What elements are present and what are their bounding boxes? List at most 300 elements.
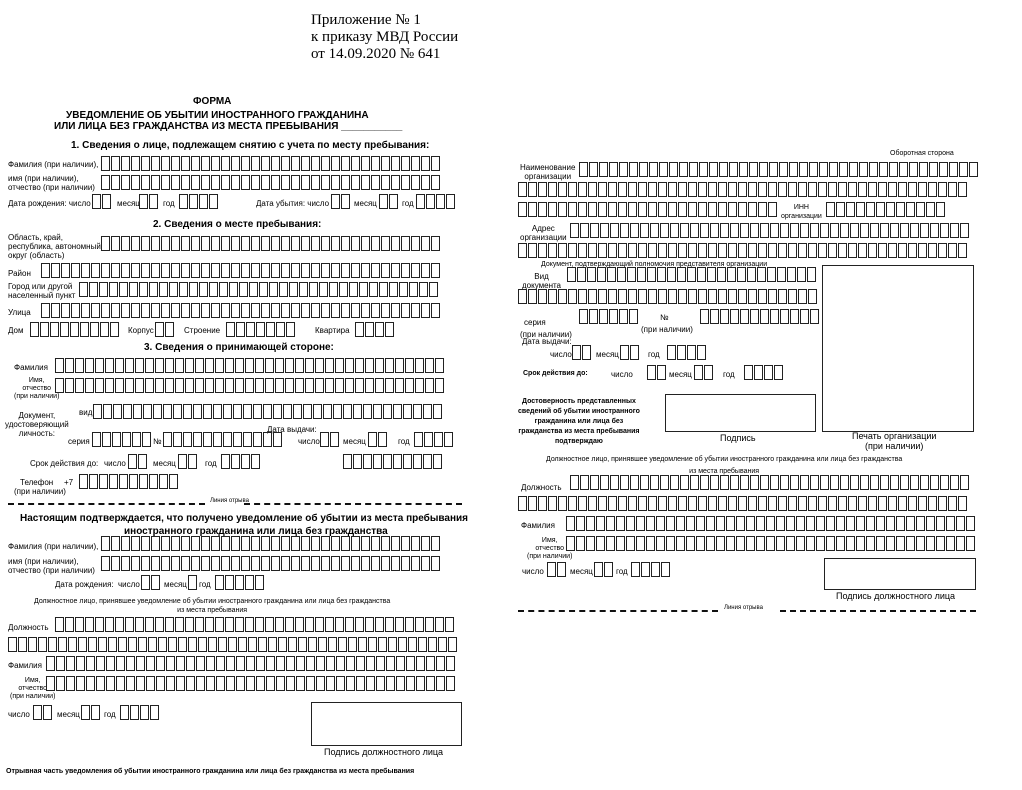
entry-cell[interactable] [528, 289, 537, 304]
entry-cell[interactable] [178, 637, 187, 652]
confirm-birth-year-cells[interactable] [215, 575, 264, 590]
entry-cell[interactable] [798, 243, 807, 258]
entry-cell[interactable] [208, 637, 217, 652]
entry-cell[interactable] [226, 322, 235, 337]
entry-cell[interactable] [610, 223, 619, 238]
entry-cell[interactable] [279, 282, 288, 297]
entry-cell[interactable] [241, 536, 250, 551]
entry-cell[interactable] [890, 223, 899, 238]
entry-cell[interactable] [201, 556, 210, 571]
entry-cell[interactable] [231, 236, 240, 251]
entry-cell[interactable] [79, 282, 88, 297]
entry-cell[interactable] [333, 404, 342, 419]
entry-cell[interactable] [351, 303, 360, 318]
entry-cell[interactable] [908, 496, 917, 511]
entry-cell[interactable] [899, 162, 908, 177]
entry-cell[interactable] [920, 475, 929, 490]
entry-cell[interactable] [768, 182, 777, 197]
host-validity-year-cells[interactable] [221, 454, 260, 469]
entry-cell[interactable] [191, 156, 200, 171]
entry-cell[interactable] [876, 202, 885, 217]
entry-cell[interactable] [698, 496, 707, 511]
entry-cell[interactable] [181, 303, 190, 318]
entry-cell[interactable] [383, 454, 392, 469]
entry-cell[interactable] [650, 475, 659, 490]
entry-cell[interactable] [281, 303, 290, 318]
entry-cell[interactable] [379, 194, 388, 209]
entry-cell[interactable] [518, 182, 527, 197]
entry-cell[interactable] [578, 182, 587, 197]
entry-cell[interactable] [896, 536, 905, 551]
entry-cell[interactable] [928, 496, 937, 511]
entry-cell[interactable] [301, 236, 310, 251]
entry-cell[interactable] [291, 536, 300, 551]
entry-cell[interactable] [886, 536, 895, 551]
host-surname-cells[interactable] [55, 358, 444, 373]
entry-cell[interactable] [371, 556, 380, 571]
entry-cell[interactable] [91, 303, 100, 318]
entry-cell[interactable] [518, 202, 527, 217]
entry-cell[interactable] [271, 156, 280, 171]
entry-cell[interactable] [51, 303, 60, 318]
entry-cell[interactable] [196, 676, 205, 691]
entry-cell[interactable] [316, 656, 325, 671]
entry-cell[interactable] [609, 162, 618, 177]
entry-cell[interactable] [306, 676, 315, 691]
entry-cell[interactable] [188, 454, 197, 469]
entry-cell[interactable] [640, 475, 649, 490]
entry-cell[interactable] [128, 637, 137, 652]
host-issue-year-cells[interactable] [414, 432, 453, 447]
entry-cell[interactable] [221, 536, 230, 551]
entry-cell[interactable] [414, 432, 423, 447]
entry-cell[interactable] [796, 536, 805, 551]
entry-cell[interactable] [102, 194, 111, 209]
entry-cell[interactable] [185, 617, 194, 632]
entry-cell[interactable] [136, 656, 145, 671]
entry-cell[interactable] [155, 358, 164, 373]
entry-cell[interactable] [647, 267, 656, 282]
entry-cell[interactable] [201, 263, 210, 278]
entry-cell[interactable] [579, 162, 588, 177]
entry-cell[interactable] [596, 536, 605, 551]
entry-cell[interactable] [320, 432, 329, 447]
entry-cell[interactable] [668, 496, 677, 511]
entry-cell[interactable] [856, 516, 865, 531]
host-validity-extra-cells[interactable] [343, 454, 442, 469]
entry-cell[interactable] [610, 475, 619, 490]
entry-cell[interactable] [130, 705, 139, 720]
entry-cell[interactable] [846, 516, 855, 531]
rev-official-signature-box[interactable] [824, 558, 976, 590]
entry-cell[interactable] [101, 156, 110, 171]
entry-cell[interactable] [728, 496, 737, 511]
entry-cell[interactable] [268, 637, 277, 652]
entry-cell[interactable] [411, 236, 420, 251]
entry-cell[interactable] [66, 676, 75, 691]
entry-cell[interactable] [435, 617, 444, 632]
entry-cell[interactable] [233, 404, 242, 419]
entry-cell[interactable] [221, 175, 230, 190]
entry-cell[interactable] [567, 267, 576, 282]
entry-cell[interactable] [316, 676, 325, 691]
entry-cell[interactable] [165, 322, 174, 337]
entry-cell[interactable] [698, 289, 707, 304]
entry-cell[interactable] [909, 162, 918, 177]
confirm-surname2-cells[interactable] [46, 656, 455, 671]
entry-cell[interactable] [93, 404, 102, 419]
entry-cell[interactable] [171, 236, 180, 251]
entry-cell[interactable] [694, 365, 703, 380]
entry-cell[interactable] [764, 365, 773, 380]
entry-cell[interactable] [261, 556, 270, 571]
entry-cell[interactable] [436, 656, 445, 671]
entry-cell[interactable] [251, 536, 260, 551]
entry-cell[interactable] [446, 676, 455, 691]
org-address-cells-1[interactable] [570, 223, 969, 238]
entry-cell[interactable] [51, 263, 60, 278]
entry-cell[interactable] [758, 182, 767, 197]
entry-cell[interactable] [102, 432, 111, 447]
birth-month-cells[interactable] [139, 194, 158, 209]
entry-cell[interactable] [389, 282, 398, 297]
entry-cell[interactable] [191, 536, 200, 551]
entry-cell[interactable] [239, 282, 248, 297]
entry-cell[interactable] [628, 243, 637, 258]
entry-cell[interactable] [558, 202, 567, 217]
entry-cell[interactable] [736, 536, 745, 551]
entry-cell[interactable] [56, 676, 65, 691]
entry-cell[interactable] [273, 432, 282, 447]
entry-cell[interactable] [245, 617, 254, 632]
entry-cell[interactable] [235, 617, 244, 632]
entry-cell[interactable] [175, 617, 184, 632]
rev-position-cells-1[interactable] [570, 475, 969, 490]
entry-cell[interactable] [111, 156, 120, 171]
entry-cell[interactable] [231, 454, 240, 469]
entry-cell[interactable] [255, 378, 264, 393]
entry-cell[interactable] [225, 378, 234, 393]
entry-cell[interactable] [767, 267, 776, 282]
entry-cell[interactable] [276, 656, 285, 671]
entry-cell[interactable] [818, 496, 827, 511]
entry-cell[interactable] [580, 475, 589, 490]
entry-cell[interactable] [948, 496, 957, 511]
entry-cell[interactable] [165, 358, 174, 373]
rev-year-cells[interactable] [631, 562, 670, 577]
entry-cell[interactable] [548, 243, 557, 258]
entry-cell[interactable] [668, 243, 677, 258]
entry-cell[interactable] [879, 162, 888, 177]
entry-cell[interactable] [690, 475, 699, 490]
entry-cell[interactable] [956, 516, 965, 531]
entry-cell[interactable] [807, 267, 816, 282]
entry-cell[interactable] [588, 496, 597, 511]
entry-cell[interactable] [650, 223, 659, 238]
entry-cell[interactable] [678, 202, 687, 217]
entry-cell[interactable] [85, 358, 94, 373]
entry-cell[interactable] [126, 656, 135, 671]
entry-cell[interactable] [145, 358, 154, 373]
entry-cell[interactable] [850, 223, 859, 238]
entry-cell[interactable] [281, 263, 290, 278]
entry-cell[interactable] [896, 202, 905, 217]
entry-cell[interactable] [355, 322, 364, 337]
entry-cell[interactable] [195, 617, 204, 632]
entry-cell[interactable] [266, 322, 275, 337]
entry-cell[interactable] [709, 162, 718, 177]
entry-cell[interactable] [145, 617, 154, 632]
departure-day-cells[interactable] [331, 194, 350, 209]
entry-cell[interactable] [797, 267, 806, 282]
entry-cell[interactable] [638, 243, 647, 258]
entry-cell[interactable] [211, 156, 220, 171]
entry-cell[interactable] [778, 496, 787, 511]
entry-cell[interactable] [391, 303, 400, 318]
entry-cell[interactable] [261, 263, 270, 278]
entry-cell[interactable] [301, 156, 310, 171]
entry-cell[interactable] [666, 536, 675, 551]
entry-cell[interactable] [696, 536, 705, 551]
entry-cell[interactable] [229, 282, 238, 297]
entry-cell[interactable] [209, 194, 218, 209]
entry-cell[interactable] [365, 358, 374, 373]
entry-cell[interactable] [688, 202, 697, 217]
entry-cell[interactable] [868, 496, 877, 511]
entry-cell[interactable] [628, 182, 637, 197]
entry-cell[interactable] [426, 656, 435, 671]
entry-cell[interactable] [651, 562, 660, 577]
entry-cell[interactable] [131, 536, 140, 551]
entry-cell[interactable] [878, 243, 887, 258]
entry-cell[interactable] [198, 637, 207, 652]
entry-cell[interactable] [101, 175, 110, 190]
entry-cell[interactable] [620, 475, 629, 490]
entry-cell[interactable] [163, 432, 172, 447]
entry-cell[interactable] [418, 637, 427, 652]
entry-cell[interactable] [788, 182, 797, 197]
entry-cell[interactable] [351, 236, 360, 251]
entry-cell[interactable] [233, 432, 242, 447]
entry-cell[interactable] [221, 263, 230, 278]
rev-issue-year-cells[interactable] [667, 345, 706, 360]
entry-cell[interactable] [638, 182, 647, 197]
entry-cell[interactable] [291, 236, 300, 251]
entry-cell[interactable] [179, 282, 188, 297]
entry-cell[interactable] [265, 617, 274, 632]
entry-cell[interactable] [869, 162, 878, 177]
entry-cell[interactable] [271, 556, 280, 571]
entry-cell[interactable] [81, 263, 90, 278]
entry-cell[interactable] [708, 182, 717, 197]
entry-cell[interactable] [336, 656, 345, 671]
entry-cell[interactable] [836, 536, 845, 551]
entry-cell[interactable] [687, 267, 696, 282]
entry-cell[interactable] [600, 223, 609, 238]
entry-cell[interactable] [898, 243, 907, 258]
entry-cell[interactable] [275, 378, 284, 393]
entry-cell[interactable] [658, 496, 667, 511]
entry-cell[interactable] [808, 182, 817, 197]
entry-cell[interactable] [341, 194, 350, 209]
entry-cell[interactable] [726, 536, 735, 551]
entry-cell[interactable] [399, 282, 408, 297]
entry-cell[interactable] [596, 516, 605, 531]
entry-cell[interactable] [598, 182, 607, 197]
entry-cell[interactable] [578, 496, 587, 511]
entry-cell[interactable] [886, 516, 895, 531]
entry-cell[interactable] [425, 617, 434, 632]
entry-cell[interactable] [919, 162, 928, 177]
entry-cell[interactable] [628, 496, 637, 511]
building-cells[interactable] [226, 322, 295, 337]
entry-cell[interactable] [738, 496, 747, 511]
entry-cell[interactable] [101, 556, 110, 571]
entry-cell[interactable] [191, 556, 200, 571]
entry-cell[interactable] [225, 358, 234, 373]
entry-cell[interactable] [191, 263, 200, 278]
entry-cell[interactable] [788, 289, 797, 304]
entry-cell[interactable] [718, 496, 727, 511]
entry-cell[interactable] [275, 358, 284, 373]
entry-cell[interactable] [128, 454, 137, 469]
entry-cell[interactable] [251, 303, 260, 318]
entry-cell[interactable] [166, 676, 175, 691]
entry-cell[interactable] [221, 556, 230, 571]
entry-cell[interactable] [361, 236, 370, 251]
entry-cell[interactable] [557, 562, 566, 577]
entry-cell[interactable] [343, 454, 352, 469]
entry-cell[interactable] [75, 358, 84, 373]
entry-cell[interactable] [213, 432, 222, 447]
entry-cell[interactable] [598, 496, 607, 511]
entry-cell[interactable] [295, 378, 304, 393]
entry-cell[interactable] [311, 303, 320, 318]
entry-cell[interactable] [285, 378, 294, 393]
entry-cell[interactable] [780, 475, 789, 490]
entry-cell[interactable] [778, 289, 787, 304]
entry-cell[interactable] [818, 243, 827, 258]
entry-cell[interactable] [85, 378, 94, 393]
entry-cell[interactable] [946, 516, 955, 531]
entry-cell[interactable] [176, 656, 185, 671]
entry-cell[interactable] [678, 182, 687, 197]
entry-cell[interactable] [938, 243, 947, 258]
entry-cell[interactable] [787, 267, 796, 282]
entry-cell[interactable] [298, 637, 307, 652]
entry-cell[interactable] [777, 267, 786, 282]
entry-cell[interactable] [256, 656, 265, 671]
entry-cell[interactable] [958, 243, 967, 258]
entry-cell[interactable] [351, 156, 360, 171]
entry-cell[interactable] [638, 496, 647, 511]
entry-cell[interactable] [395, 617, 404, 632]
entry-cell[interactable] [111, 263, 120, 278]
entry-cell[interactable] [151, 156, 160, 171]
entry-cell[interactable] [241, 303, 250, 318]
entry-cell[interactable] [241, 263, 250, 278]
entry-cell[interactable] [708, 496, 717, 511]
entry-cell[interactable] [266, 656, 275, 671]
entry-cell[interactable] [660, 475, 669, 490]
host-number-cells[interactable] [163, 432, 282, 447]
entry-cell[interactable] [780, 309, 789, 324]
entry-cell[interactable] [700, 475, 709, 490]
entry-cell[interactable] [378, 637, 387, 652]
entry-cell[interactable] [345, 358, 354, 373]
entry-cell[interactable] [648, 182, 657, 197]
entry-cell[interactable] [321, 536, 330, 551]
entry-cell[interactable] [908, 182, 917, 197]
entry-cell[interactable] [758, 496, 767, 511]
confirm-month-cells[interactable] [81, 705, 100, 720]
entry-cell[interactable] [331, 194, 340, 209]
entry-cell[interactable] [251, 236, 260, 251]
entry-cell[interactable] [385, 378, 394, 393]
entry-cell[interactable] [261, 175, 270, 190]
entry-cell[interactable] [108, 637, 117, 652]
entry-cell[interactable] [698, 202, 707, 217]
entry-cell[interactable] [697, 345, 706, 360]
entry-cell[interactable] [141, 556, 150, 571]
entry-cell[interactable] [171, 556, 180, 571]
entry-cell[interactable] [398, 637, 407, 652]
entry-cell[interactable] [43, 705, 52, 720]
entry-cell[interactable] [629, 162, 638, 177]
entry-cell[interactable] [331, 236, 340, 251]
entry-cell[interactable] [680, 223, 689, 238]
entry-cell[interactable] [146, 676, 155, 691]
confirm-position-cells-2[interactable] [8, 637, 457, 652]
entry-cell[interactable] [436, 194, 445, 209]
entry-cell[interactable] [636, 516, 645, 531]
entry-cell[interactable] [415, 617, 424, 632]
entry-cell[interactable] [331, 175, 340, 190]
entry-cell[interactable] [18, 637, 27, 652]
entry-cell[interactable] [78, 637, 87, 652]
entry-cell[interactable] [281, 536, 290, 551]
entry-cell[interactable] [291, 156, 300, 171]
entry-cell[interactable] [720, 223, 729, 238]
entry-cell[interactable] [708, 289, 717, 304]
entry-cell[interactable] [151, 536, 160, 551]
entry-cell[interactable] [648, 243, 657, 258]
entry-cell[interactable] [819, 162, 828, 177]
district-cells[interactable] [41, 263, 440, 278]
entry-cell[interactable] [858, 496, 867, 511]
entry-cell[interactable] [65, 617, 74, 632]
entry-cell[interactable] [604, 562, 613, 577]
entry-cell[interactable] [211, 236, 220, 251]
entry-cell[interactable] [889, 162, 898, 177]
entry-cell[interactable] [799, 162, 808, 177]
entry-cell[interactable] [361, 303, 370, 318]
entry-cell[interactable] [850, 475, 859, 490]
entry-cell[interactable] [293, 404, 302, 419]
entry-cell[interactable] [840, 223, 849, 238]
confirm-birth-month-cells[interactable] [188, 575, 197, 590]
entry-cell[interactable] [178, 454, 187, 469]
entry-cell[interactable] [303, 404, 312, 419]
entry-cell[interactable] [898, 496, 907, 511]
entry-cell[interactable] [345, 378, 354, 393]
entry-cell[interactable] [618, 202, 627, 217]
entry-cell[interactable] [201, 156, 210, 171]
entry-cell[interactable] [606, 536, 615, 551]
entry-cell[interactable] [75, 617, 84, 632]
entry-cell[interactable] [401, 175, 410, 190]
entry-cell[interactable] [707, 267, 716, 282]
